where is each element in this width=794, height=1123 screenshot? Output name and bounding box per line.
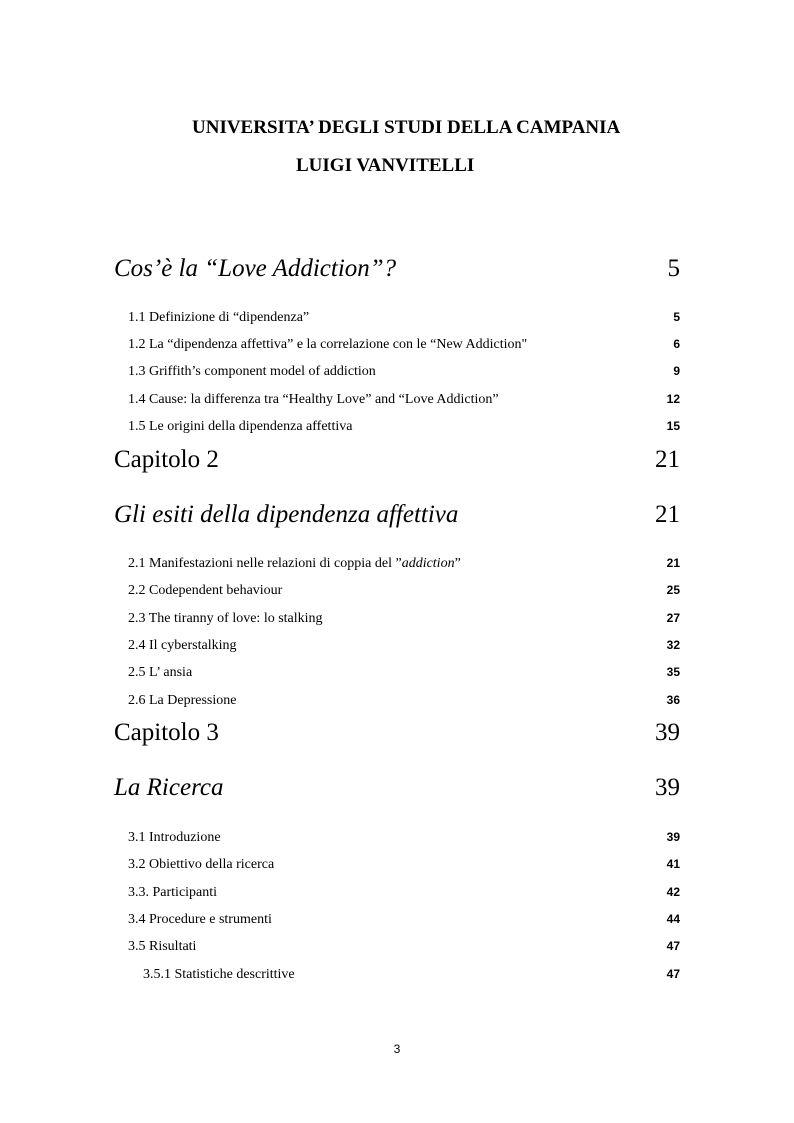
toc-entry-label: 2.2 Codependent behaviour bbox=[128, 583, 283, 598]
university-name: UNIVERSITA’ DEGLI STUDI DELLA CAMPANIA bbox=[192, 117, 621, 138]
toc-entry-page: 5 bbox=[673, 310, 680, 324]
toc-entry-page: 32 bbox=[666, 638, 680, 652]
toc-chapter-number[interactable] bbox=[114, 719, 680, 747]
toc-entry-label: 3.5 Risultati bbox=[128, 939, 197, 954]
toc-entry-page: 39 bbox=[666, 830, 680, 844]
toc-chapter-heading[interactable] bbox=[114, 774, 680, 802]
toc-entry[interactable] bbox=[128, 638, 680, 654]
toc-entry-page: 25 bbox=[666, 583, 680, 597]
toc-entry-page: 39 bbox=[655, 774, 680, 801]
toc-entry-label: 2.1 Manifestazioni nelle relazioni di coppia del ”addiction” bbox=[128, 556, 461, 571]
toc-entry-page: 15 bbox=[666, 419, 680, 433]
toc-entry-label: 1.1 Definizione di “dipendenza” bbox=[128, 310, 310, 325]
toc-entry[interactable] bbox=[128, 885, 680, 901]
toc-entry-label: 3.1 Introduzione bbox=[128, 830, 221, 845]
toc-entry-label: 2.3 The tiranny of love: lo stalking bbox=[128, 611, 323, 626]
toc-entry-page: 35 bbox=[666, 665, 680, 679]
toc-entry[interactable] bbox=[128, 912, 680, 928]
toc-entry[interactable] bbox=[128, 392, 680, 408]
toc-entry-label: 2.5 L’ ansia bbox=[128, 665, 193, 680]
toc-entry-page: 9 bbox=[673, 364, 680, 378]
toc-entry-label: 3.3. Participanti bbox=[128, 885, 218, 900]
toc-entry[interactable] bbox=[128, 310, 680, 326]
toc-chapter-heading[interactable] bbox=[114, 501, 680, 529]
toc-chapter-heading[interactable] bbox=[114, 255, 680, 283]
toc-entry[interactable] bbox=[143, 967, 680, 983]
toc-entry-label: 1.3 Griffith’s component model of addiction bbox=[128, 364, 376, 379]
toc-entry-page: 6 bbox=[673, 337, 680, 351]
toc-entry-label: 1.4 Cause: la differenza tra “Healthy Love” and “Love Addiction” bbox=[128, 392, 499, 407]
toc-entry[interactable] bbox=[128, 583, 680, 599]
toc-entry[interactable] bbox=[128, 611, 680, 627]
toc-entry-label: Capitolo 3 bbox=[114, 719, 219, 746]
toc-entry[interactable] bbox=[128, 364, 680, 380]
toc-entry-page: 47 bbox=[666, 939, 680, 953]
toc-entry[interactable] bbox=[128, 939, 680, 955]
toc-entry-label: 1.5 Le origini della dipendenza affettiva bbox=[128, 419, 353, 434]
toc-entry[interactable] bbox=[128, 693, 680, 709]
toc-entry-page: 41 bbox=[666, 857, 680, 871]
toc-entry-label: 3.5.1 Statistiche descrittive bbox=[143, 967, 295, 982]
toc-entry-label: 2.4 Il cyberstalking bbox=[128, 638, 237, 653]
toc-entry[interactable] bbox=[128, 665, 680, 681]
toc-entry-label: La Ricerca bbox=[114, 774, 224, 801]
toc-entry-page: 21 bbox=[666, 556, 680, 570]
toc-entry-label: 1.2 La “dipendenza affettiva” e la correlazione con le “New Addiction" bbox=[128, 337, 528, 352]
toc-entry-page: 36 bbox=[666, 693, 680, 707]
toc-entry[interactable] bbox=[128, 337, 680, 353]
toc-entry-page: 21 bbox=[655, 501, 680, 528]
toc-entry-label: Capitolo 2 bbox=[114, 446, 219, 473]
toc-entry-page: 47 bbox=[666, 967, 680, 981]
toc-entry-label: Cos’è la “Love Addiction”? bbox=[114, 255, 397, 282]
toc-entry-label: 3.4 Procedure e strumenti bbox=[128, 912, 272, 927]
toc-entry-page: 12 bbox=[666, 392, 680, 406]
toc-entry-label: 3.2 Obiettivo della ricerca bbox=[128, 857, 275, 872]
toc-entry-label: 2.6 La Depressione bbox=[128, 693, 237, 708]
toc-entry-page: 39 bbox=[655, 719, 680, 746]
toc-entry[interactable] bbox=[128, 857, 680, 873]
toc-entry[interactable] bbox=[128, 556, 680, 572]
university-subtitle: LUIGI VANVITELLI bbox=[296, 155, 475, 176]
toc-entry[interactable] bbox=[128, 830, 680, 846]
toc-entry-label: Gli esiti della dipendenza affettiva bbox=[114, 501, 459, 528]
toc-entry-page: 5 bbox=[667, 255, 680, 282]
page-number: 3 bbox=[393, 1042, 401, 1056]
toc-entry-page: 27 bbox=[666, 611, 680, 625]
toc-entry[interactable] bbox=[128, 419, 680, 435]
toc-entry-page: 44 bbox=[666, 912, 680, 926]
toc-chapter-number[interactable] bbox=[114, 446, 680, 474]
toc-entry-page: 42 bbox=[666, 885, 680, 899]
toc-entry-page: 21 bbox=[655, 446, 680, 473]
